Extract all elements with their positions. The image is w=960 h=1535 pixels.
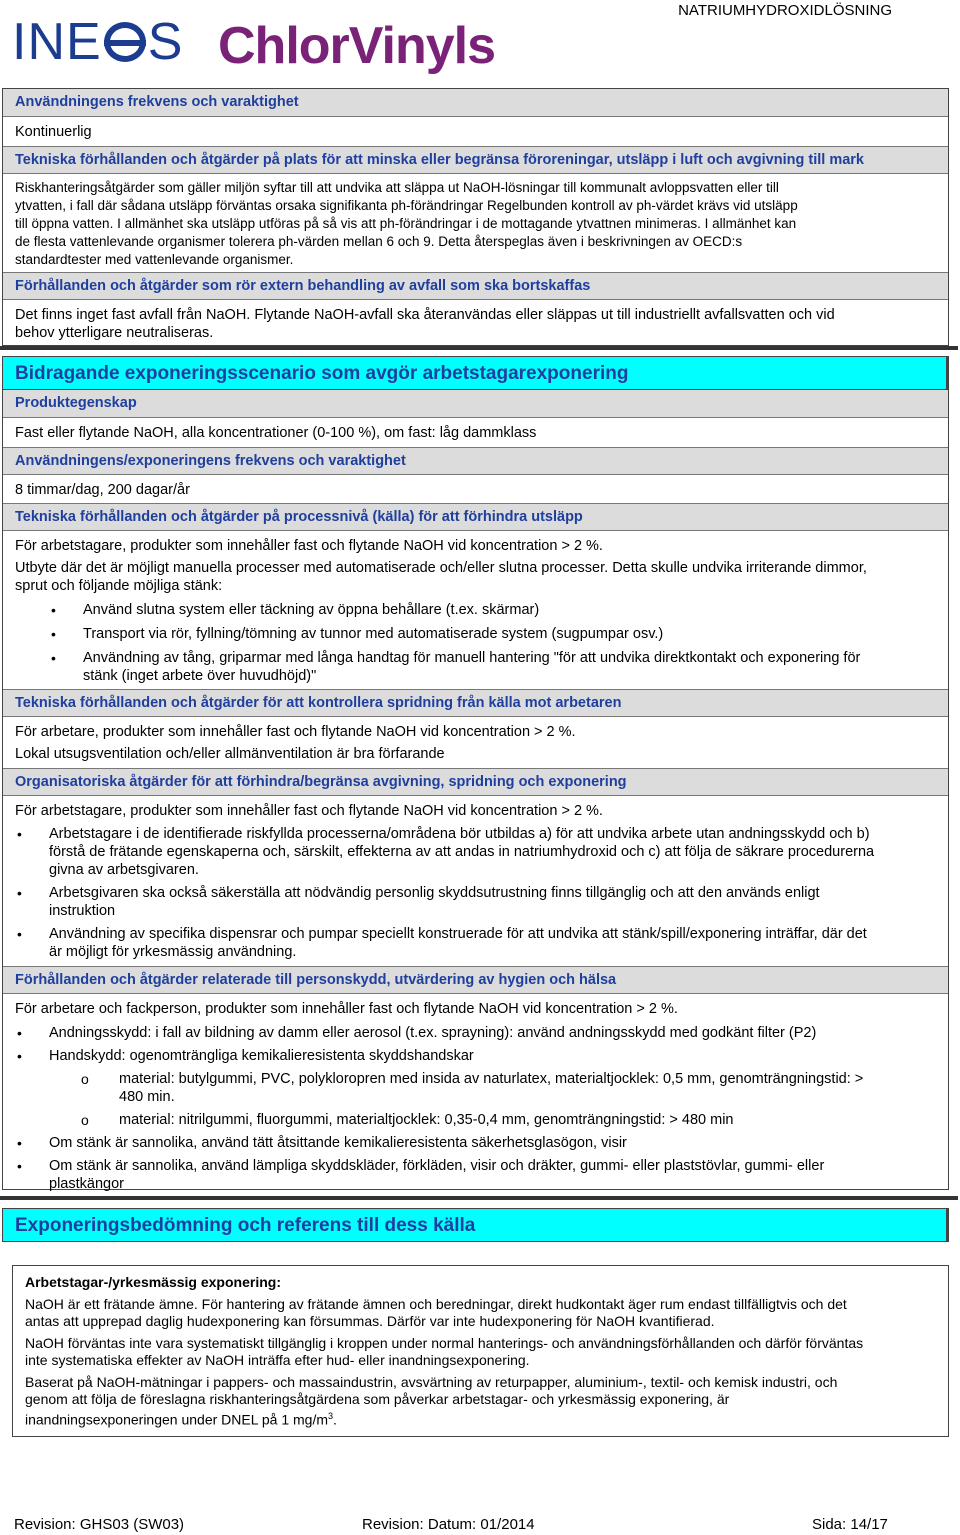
footer-page: Sida: 14/17 <box>812 1516 888 1533</box>
list-item-text: Transport via rör, fyllning/tömning av tunnor med automatiserade system (sugpumpar osv.) <box>83 626 664 642</box>
ineos-o-mark-icon <box>104 22 146 62</box>
paragraph-line: Utbyte där det är möjligt manuella processer med automatiserade och/eller slutna processer. Detta skulle undvika irriterande dimmor, <box>15 560 867 576</box>
ineos-logo-glyphs: IN <box>12 13 66 71</box>
exposure-paragraph <box>25 1374 936 1429</box>
worker-section <box>2 390 949 1190</box>
bullet-list <box>3 1024 948 1193</box>
list-item-text: material: nitrilgummi, fluorgummi, materialtjocklek: 0,35-0,4 mm, genomträngningstid: > 480 min <box>119 1112 734 1128</box>
environment-section <box>2 88 949 346</box>
list-item-text: • Om stänk är sannolika, använd lämpliga skyddskläder, förkläden, visir och dräkter, gummi- eller plaststövlar, gummi- eller <box>49 1158 825 1174</box>
chlorvinyls-logo: ChlorVinyls <box>218 17 496 75</box>
list-item <box>49 1047 936 1065</box>
footer-date: Revision: Datum: 01/2014 <box>362 1516 535 1533</box>
exposure-paragraph <box>25 1296 936 1330</box>
paragraph-line: standardtester med vattenlevande organismer. <box>15 252 294 267</box>
section-text: För arbetstagare, produkter som innehåller fast och flytande NaOH vid koncentration > 2 %. <box>15 803 603 819</box>
list-item-text: o material: butylgummi, PVC, polykloropren med insida av naturlatex, materialtjocklek: 0,5 mm, genomträngningstid: > <box>119 1071 864 1087</box>
list-item-text: förstå de frätande egenskaperna och, särskilt, effekterna av att andas in natriumhydroxid och c) att följa de säkrare procedurerna <box>49 844 875 860</box>
section-text: Kontinuerlig <box>15 124 92 140</box>
paragraph-line: antas att upprepad daglig hudexponering kan försummas. Därför var inte hudexponering för NaOH kvantifierad. <box>25 1313 715 1329</box>
paragraph-line: de flesta vattenlevande organismer tolerera ph-värden mellan 6 och 9. Detta återspeglas även i beskrivningen av OECD:s <box>15 234 743 249</box>
list-item-text: • Arbetsgivaren ska också säkerställa att nödvändig personlig skyddsutrustning finns tillgänglig och att den används enligt <box>49 885 820 901</box>
footer-revision: Revision: GHS03 (SW03) <box>14 1516 185 1533</box>
section-heading: Användningens frekvens och varaktighet <box>3 89 948 117</box>
section-paragraph <box>3 306 948 342</box>
section-text: Lokal utsugsventilation och/eller allmänventilation är bra förfarande <box>15 746 445 762</box>
list-item <box>49 1134 936 1152</box>
list-item-text: • Arbetstagare i de identifierade riskfyllda processerna/områdena bör utbildas a) för att undvika arbete utan andningsskydd och b) <box>49 826 870 842</box>
section-paragraph <box>3 179 948 269</box>
paragraph-line-end: . <box>333 1411 337 1428</box>
section-text: För arbetare, produkter som innehåller fast och flytande NaOH vid koncentration > 2 %. <box>15 724 576 740</box>
exposure-box <box>12 1265 949 1437</box>
paragraph-line: sprut och följande möjliga stänk: <box>15 578 223 594</box>
paragraph-line: genom att följa de föreslagna riskhanteringsåtgärdena som påverkar arbetstagar- och yrkesmässig exponering, är <box>25 1391 730 1407</box>
exposure-section-title: Exponeringsbedömning och referens till dess källa <box>2 1208 949 1242</box>
list-item-text: • Användning av tång, griparmar med långa handtag för manuell hantering "för att undvika direktkontakt och exponering för <box>83 650 861 666</box>
sub-list-item <box>119 1111 936 1129</box>
list-item <box>49 884 936 920</box>
section-paragraph <box>3 559 948 595</box>
list-item-text: Handskydd: ogenomträngliga kemikalieresistenta skyddshandskar <box>49 1048 474 1064</box>
list-item-text: Andningsskydd: i fall av bildning av damm eller aerosol (t.ex. sprayning): använd andningsskydd med godkänt filter (P2) <box>49 1025 817 1041</box>
bullet-list <box>3 601 948 685</box>
ineos-logo-glyphs-s: S <box>147 13 184 71</box>
section-divider <box>0 1196 958 1200</box>
paragraph-line: behov ytterligare neutraliseras. <box>15 325 214 341</box>
paragraph-line: ytvatten, i fall där sådana utsläpp förväntas orsaka signifikanta ph-förändringar Regelbunden kontroll av ph-värdet krävs vid utsläpp <box>15 198 798 213</box>
section-heading: Förhållanden och åtgärder relaterade till personskydd, utvärdering av hygien och hälsa <box>3 966 948 994</box>
paragraph-line: NaOH är ett frätande ämne. För hantering av frätande ämnen och beredningar, direkt hudkontakt äger rum endast tillfälligtvis och det <box>25 1296 847 1312</box>
section-heading: Användningens/exponeringens frekvens och varaktighet <box>3 447 948 475</box>
superscript: 3 <box>328 1411 334 1421</box>
paragraph-line: inte systematiska effekter av NaOH inträffa efter hud- eller inandningsexponering. <box>25 1352 530 1368</box>
list-item <box>83 649 936 685</box>
paragraph-line: Baserat på NaOH-mätningar i pappers- och massaindustrin, avsvärtning av returpapper, aluminium-, textil- och kemisk industri, och <box>25 1374 838 1390</box>
worker-section-title: Bidragande exponeringsscenario som avgör arbetstagarexponering <box>2 356 949 390</box>
list-item-text: givna av arbetsgivaren. <box>49 862 199 878</box>
list-item-text: Använd slutna system eller täckning av öppna behållare (t.ex. skärmar) <box>83 602 540 618</box>
list-item <box>49 825 936 879</box>
list-item <box>49 1157 936 1193</box>
sub-list-item <box>119 1070 936 1106</box>
section-heading: Produktegenskap <box>3 390 948 418</box>
section-text: Fast eller flytande NaOH, alla koncentrationer (0-100 %), om fast: låg dammklass <box>15 425 537 441</box>
list-item-text: stänk (inget arbete över huvudhöjd)" <box>83 668 317 684</box>
document-title: NATRIUMHYDROXIDLÖSNING <box>678 2 892 19</box>
section-heading: Förhållanden och åtgärder som rör extern behandling av avfall som ska bortskaffas <box>3 272 948 300</box>
paragraph-line <box>25 1408 936 1429</box>
paragraph-line: till öppna vatten. I allmänhet ska utsläpp utföras på så vis att ph-förändringar i de mottagande ytvattnen minimeras. I allmänhet kan <box>15 216 797 231</box>
list-item <box>49 1024 936 1042</box>
section-divider <box>0 346 958 350</box>
list-item-text: 480 min. <box>119 1089 175 1105</box>
list-item-text: är möjligt för yrkesmässig användning. <box>49 944 297 960</box>
paragraph-line: NaOH förväntas inte vara systematiskt tillgänglig i kroppen under normal hanterings- och användningsförhållanden och därför förväntas <box>25 1335 864 1351</box>
bullet-list <box>3 825 948 961</box>
section-text: För arbetare och fackperson, produkter som innehåller fast och flytande NaOH vid koncentration > 2 %. <box>15 1001 678 1017</box>
section-heading: Tekniska förhållanden och åtgärder för att kontrollera spridning från källa mot arbetaren <box>3 689 948 717</box>
paragraph-line: Det finns inget fast avfall från NaOH. Flytande NaOH-avfall ska återanvändas eller släppas ut till industriellt avfallsvatten och vid <box>15 307 835 323</box>
list-item <box>49 925 936 961</box>
section-heading: Tekniska förhållanden och åtgärder på plats för att minska eller begränsa föroreningar, utsläpp i luft och avgivning till mark <box>3 146 948 174</box>
exposure-heading: Arbetstagar-/yrkesmässig exponering: <box>25 1274 281 1290</box>
section-text: 8 timmar/dag, 200 dagar/år <box>15 482 190 498</box>
list-item-text: • Användning av specifika dispensrar och pumpar speciellt konstruerade för att undvika att stänk/spill/exponering inträffar, där det <box>49 926 867 942</box>
exposure-paragraph <box>25 1335 936 1369</box>
list-item-text: plastkängor <box>49 1176 124 1192</box>
section-text: För arbetstagare, produkter som innehåller fast och flytande NaOH vid koncentration > 2 %. <box>15 538 603 554</box>
list-item-text: instruktion <box>49 903 116 919</box>
list-item-text: Om stänk är sannolika, använd tätt åtsittande kemikalieresistenta säkerhetsglasögon, visir <box>49 1135 627 1151</box>
ineos-logo <box>12 14 183 70</box>
section-heading: Tekniska förhållanden och åtgärder på processnivå (källa) för att förhindra utsläpp <box>3 503 948 531</box>
list-item <box>83 625 936 643</box>
section-heading: Organisatoriska åtgärder för att förhindra/begränsa avgivning, spridning och exponering <box>3 768 948 796</box>
ineos-logo-glyphs-e: E <box>66 13 102 71</box>
paragraph-line-text: inandningsexponeringen under DNEL på 1 mg/m <box>25 1411 329 1428</box>
list-item <box>83 601 936 619</box>
paragraph-line: Riskhanteringsåtgärder som gäller miljön syftar till att undvika att släppa ut NaOH-lösningar till kommunalt avloppsvatten eller till <box>15 180 779 195</box>
